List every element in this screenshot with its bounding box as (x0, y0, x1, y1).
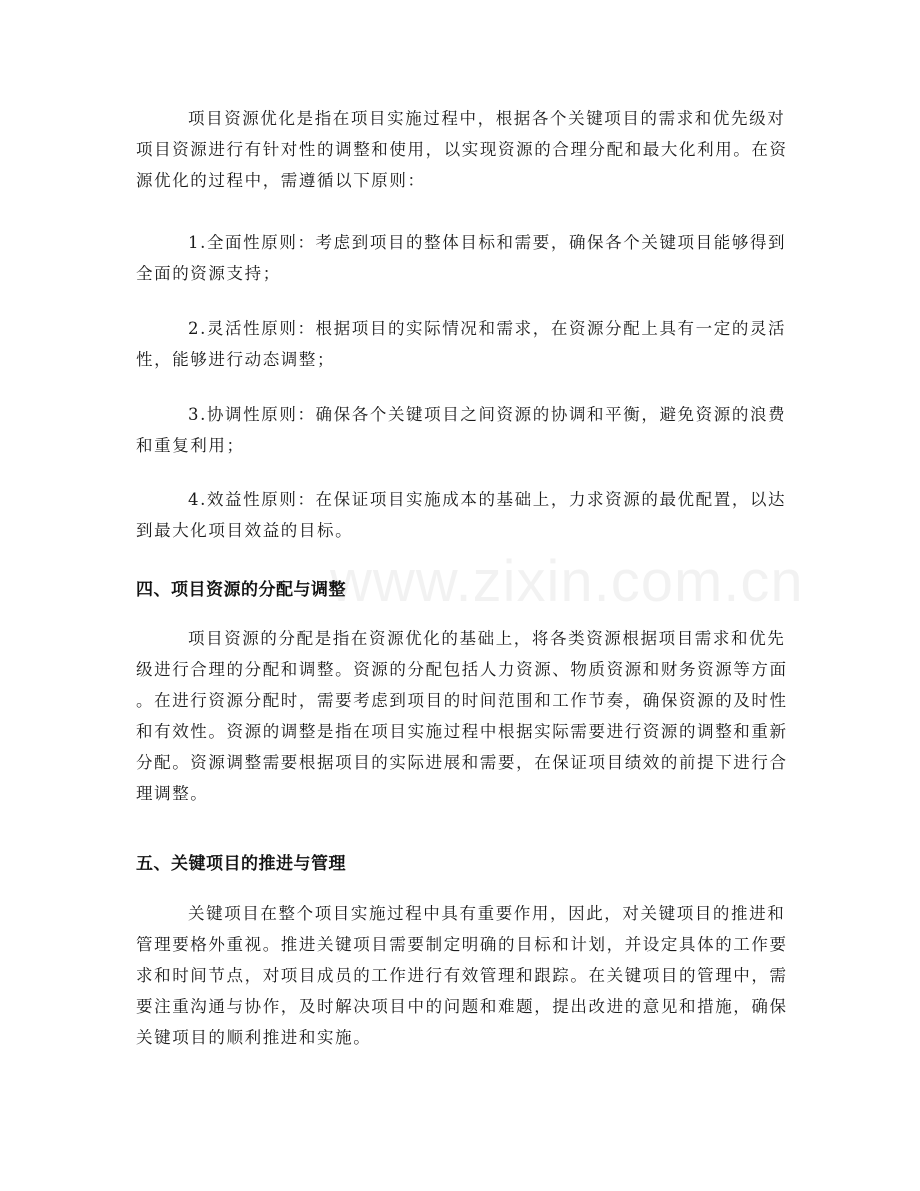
paragraph-line: 4.效益性原则：在保证项目实施成本的基础上，力求资源的最优配置，以达 (188, 490, 787, 509)
paragraph-line: 理调整。 (136, 784, 209, 803)
paragraph-line: 分配。资源调整需要根据项目的实际进展和需要，在保证项目绩效的前提下进行合 (136, 753, 788, 772)
paragraph-line: 项目资源进行有针对性的调整和使用，以实现资源的合理分配和最大化利用。在资 (136, 140, 788, 159)
principle-item (136, 313, 792, 375)
paragraph-line: 和有效性。资源的调整是指在项目实施过程中根据实际需要进行资源的调整和重新 (136, 722, 788, 741)
paragraph-line: 关键项目在整个项目实施过程中具有重要作用，因此，对关键项目的推进和 (188, 904, 786, 923)
paragraph-line: 级进行合理的分配和调整。资源的分配包括人力资源、物质资源和财务资源等方面 (136, 660, 788, 679)
principle-item (136, 484, 792, 546)
paragraph-line: 要注重沟通与协作，及时解决项目中的问题和难题，提出改进的意见和措施，确保 (136, 997, 788, 1016)
section5-paragraph (136, 898, 792, 1053)
section-heading-5: 五、关键项目的推进与管理 (136, 854, 346, 874)
intro-paragraph (136, 103, 792, 196)
paragraph-line: 关键项目的顺利推进和实施。 (136, 1028, 372, 1047)
paragraph-line: 项目资源优化是指在项目实施过程中，根据各个关键项目的需求和优先级对 (188, 109, 786, 128)
principle-item (136, 399, 792, 461)
watermark: www.zixin.com.cn (330, 549, 804, 614)
section-heading-4: 四、项目资源的分配与调整 (136, 580, 346, 600)
section4-paragraph (136, 623, 792, 809)
paragraph-line: 3.协调性原则：确保各个关键项目之间资源的协调和平衡，避免资源的浪费 (188, 405, 787, 424)
paragraph-line: 2.灵活性原则：根据项目的实际情况和需求，在资源分配上具有一定的灵活 (188, 319, 787, 338)
principle-item (136, 227, 792, 289)
paragraph-line: 和重复利用； (136, 436, 245, 455)
paragraph-line: 项目资源的分配是指在资源优化的基础上，将各类资源根据项目需求和优先 (188, 629, 786, 648)
paragraph-line: 1.全面性原则：考虑到项目的整体目标和需要，确保各个关键项目能够得到 (188, 233, 787, 252)
paragraph-line: 性，能够进行动态调整； (136, 350, 336, 369)
paragraph-line: 到最大化项目效益的目标。 (136, 521, 354, 540)
paragraph-line: 源优化的过程中，需遵循以下原则： (136, 171, 426, 190)
paragraph-line: 管理要格外重视。推进关键项目需要制定明确的目标和计划，并设定具体的工作要 (136, 935, 788, 954)
paragraph-line: 。在进行资源分配时，需要考虑到项目的时间范围和工作节奏，确保资源的及时性 (136, 691, 788, 710)
paragraph-line: 求和时间节点，对项目成员的工作进行有效管理和跟踪。在关键项目的管理中，需 (136, 966, 788, 985)
paragraph-line: 全面的资源支持； (136, 264, 281, 283)
